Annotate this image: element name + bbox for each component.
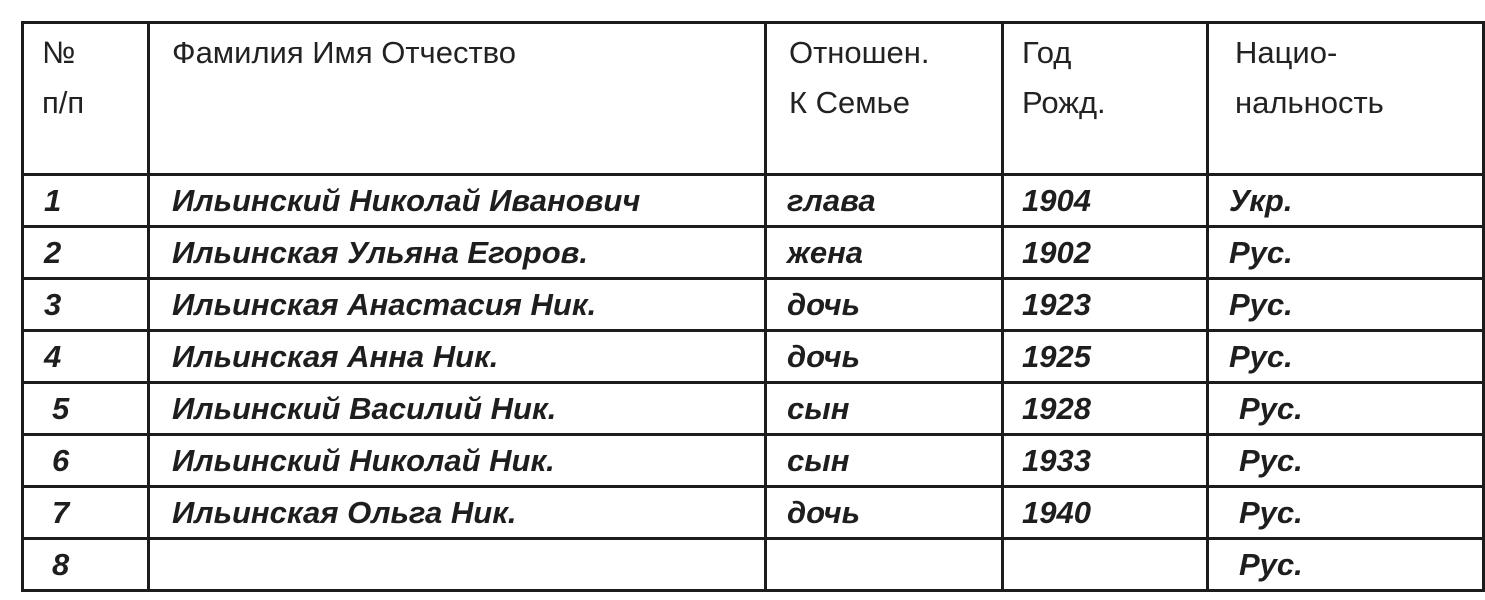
header-birth-year-line-1: Год: [1022, 35, 1072, 70]
header-nationality: [1208, 23, 1484, 175]
row-nationality: Рус.: [1208, 435, 1484, 487]
row-number: 6: [23, 435, 149, 487]
header-birth-year: [1003, 23, 1208, 175]
header-number-line-1: №: [42, 35, 76, 70]
table-row: [23, 279, 1484, 331]
row-full-name: [149, 539, 766, 591]
header-relation: [766, 23, 1003, 175]
table-row: [23, 331, 1484, 383]
row-relation: дочь: [766, 331, 1003, 383]
row-relation: дочь: [766, 279, 1003, 331]
header-full-name: [149, 23, 766, 175]
row-birth-year: 1923: [1003, 279, 1208, 331]
row-number: 1: [23, 175, 149, 227]
table-row: [23, 227, 1484, 279]
row-full-name: Ильинская Анастасия Ник.: [149, 279, 766, 331]
table-header-row: [23, 23, 1484, 175]
row-full-name: Ильинский Николай Иванович: [149, 175, 766, 227]
row-number: 3: [23, 279, 149, 331]
family-table-document: [21, 21, 1384, 582]
row-full-name: Ильинская Ольга Ник.: [149, 487, 766, 539]
header-number: [23, 23, 149, 175]
header-relation-line-2: К Семье: [789, 85, 911, 120]
row-full-name: Ильинская Анна Ник.: [149, 331, 766, 383]
row-birth-year: [1003, 539, 1208, 591]
table-row: [23, 487, 1484, 539]
row-full-name: Ильинский Николай Ник.: [149, 435, 766, 487]
header-nationality-line-2: нальность: [1235, 85, 1384, 120]
row-number: 7: [23, 487, 149, 539]
row-full-name: Ильинский Василий Ник.: [149, 383, 766, 435]
row-relation: сын: [766, 383, 1003, 435]
header-relation-line-1: Отношен.: [789, 35, 930, 70]
row-nationality: Рус.: [1208, 487, 1484, 539]
row-number: 2: [23, 227, 149, 279]
row-birth-year: 1933: [1003, 435, 1208, 487]
row-relation: жена: [766, 227, 1003, 279]
row-birth-year: 1902: [1003, 227, 1208, 279]
table-row: [23, 435, 1484, 487]
row-nationality: Рус.: [1208, 331, 1484, 383]
row-full-name: Ильинская Ульяна Егоров.: [149, 227, 766, 279]
row-number: 8: [23, 539, 149, 591]
row-nationality: Рус.: [1208, 279, 1484, 331]
row-relation: глава: [766, 175, 1003, 227]
row-relation: дочь: [766, 487, 1003, 539]
header-birth-year-line-2: Рожд.: [1022, 85, 1106, 120]
row-nationality: Укр.: [1208, 175, 1484, 227]
row-birth-year: 1928: [1003, 383, 1208, 435]
table-row: [23, 383, 1484, 435]
family-table: [21, 21, 1485, 592]
row-nationality: Рус.: [1208, 383, 1484, 435]
row-number: 4: [23, 331, 149, 383]
table-row: [23, 175, 1484, 227]
row-nationality: Рус.: [1208, 539, 1484, 591]
row-nationality: Рус.: [1208, 227, 1484, 279]
row-relation: сын: [766, 435, 1003, 487]
header-nationality-line-1: Нацио-: [1235, 35, 1338, 70]
row-birth-year: 1940: [1003, 487, 1208, 539]
header-full-name-label: Фамилия Имя Отчество: [172, 35, 516, 70]
row-number: 5: [23, 383, 149, 435]
header-number-line-2: п/п: [42, 85, 85, 120]
table-row: [23, 539, 1484, 591]
row-birth-year: 1904: [1003, 175, 1208, 227]
row-relation: [766, 539, 1003, 591]
row-birth-year: 1925: [1003, 331, 1208, 383]
